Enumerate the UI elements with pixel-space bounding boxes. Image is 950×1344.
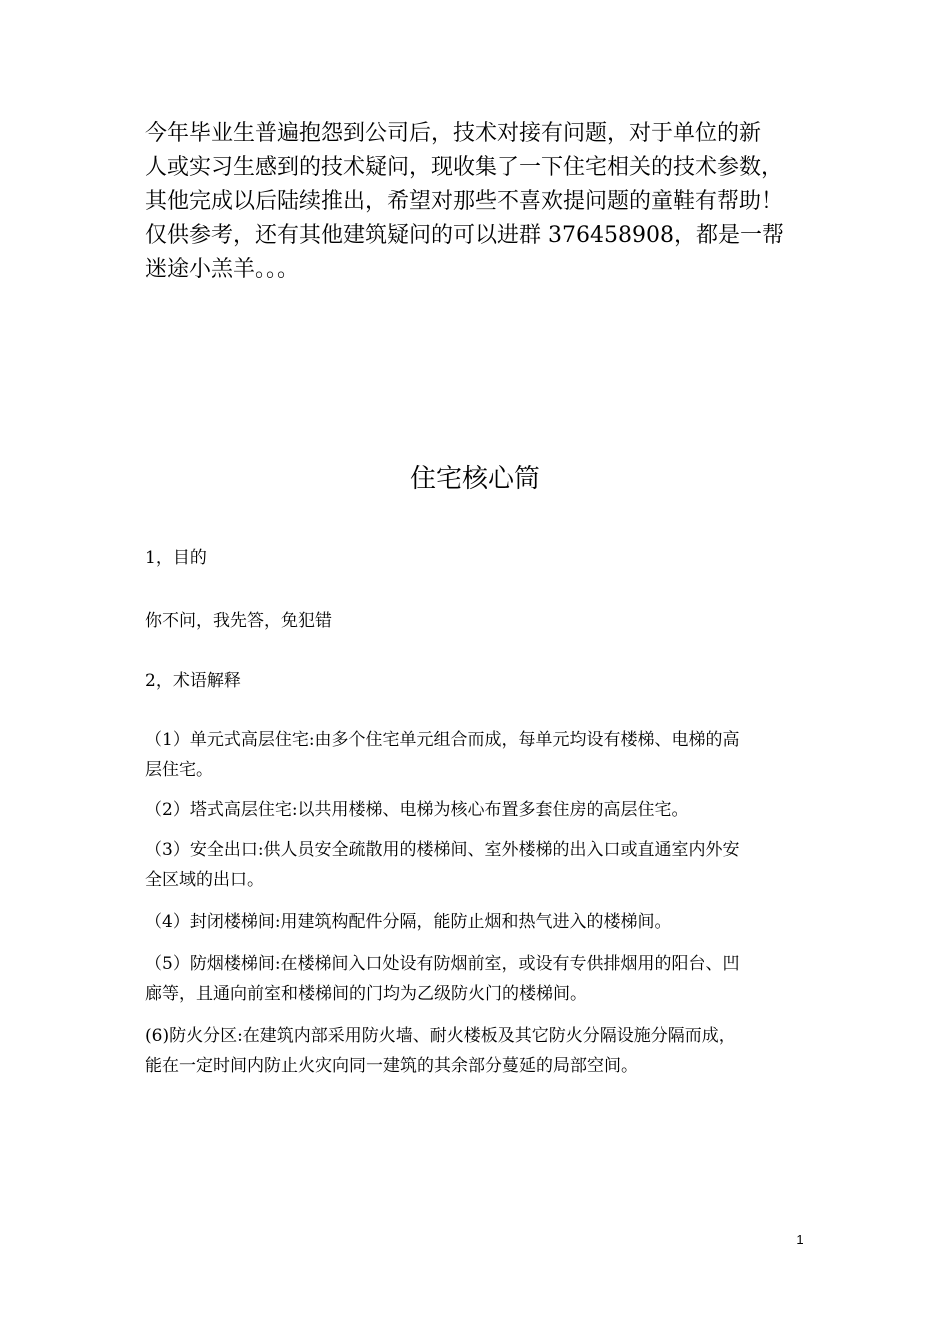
term-line: （5）防烟楼梯间:在楼梯间入口处设有防烟前室，或设有专供排烟用的阳台、凹	[145, 954, 740, 974]
intro-line: 迷途小羔羊。。。	[145, 257, 300, 282]
intro-line: 仅供参考，还有其他建筑疑问的可以进群 376458908，都是一帮	[145, 223, 784, 248]
term-line: 廊等，且通向前室和楼梯间的门均为乙级防火门的楼梯间。	[145, 984, 587, 1004]
document-title: 住宅核心筒	[409, 464, 540, 494]
intro-line: 其他完成以后陆续推出，希望对那些不喜欢提问题的童鞋有帮助！	[145, 189, 784, 214]
term-line: （1）单元式高层住宅:由多个住宅单元组合而成，每单元均设有楼梯、电梯的高	[145, 730, 740, 750]
term-line: 层住宅。	[145, 760, 213, 780]
term-line: （4）封闭楼梯间:用建筑构配件分隔，能防止烟和热气进入的楼梯间。	[145, 912, 672, 932]
term-line: 全区域的出口。	[145, 870, 264, 890]
term-item-5	[145, 949, 810, 1009]
purpose-heading: 1，目的	[145, 548, 207, 568]
term-line: （2）塔式高层住宅:以共用楼梯、电梯为核心布置多套住房的高层住宅。	[145, 800, 689, 820]
intro-line: 今年毕业生普遍抱怨到公司后，技术对接有问题，对于单位的新	[145, 121, 762, 146]
terms-heading: 2，术语解释	[145, 671, 241, 691]
term-line: (6)防火分区:在建筑内部采用防火墙、耐火楼板及其它防火分隔设施分隔而成，	[145, 1026, 736, 1046]
term-item-3	[145, 835, 810, 895]
intro-line: 人或实习生感到的技术疑问，现收集了一下住宅相关的技术参数，	[145, 155, 784, 180]
term-item-4	[145, 907, 810, 937]
term-line: 能在一定时间内防止火灾向同一建筑的其余部分蔓延的局部空间。	[145, 1056, 638, 1076]
term-item-2	[145, 795, 810, 825]
purpose-text: 你不问，我先答，免犯错	[145, 611, 332, 631]
intro-paragraph	[145, 117, 810, 287]
term-item-1	[145, 725, 810, 785]
term-line: （3）安全出口:供人员安全疏散用的楼梯间、室外楼梯的出入口或直通室内外安	[145, 840, 740, 860]
term-item-6	[145, 1021, 810, 1081]
page-number: 1	[796, 1232, 804, 1247]
